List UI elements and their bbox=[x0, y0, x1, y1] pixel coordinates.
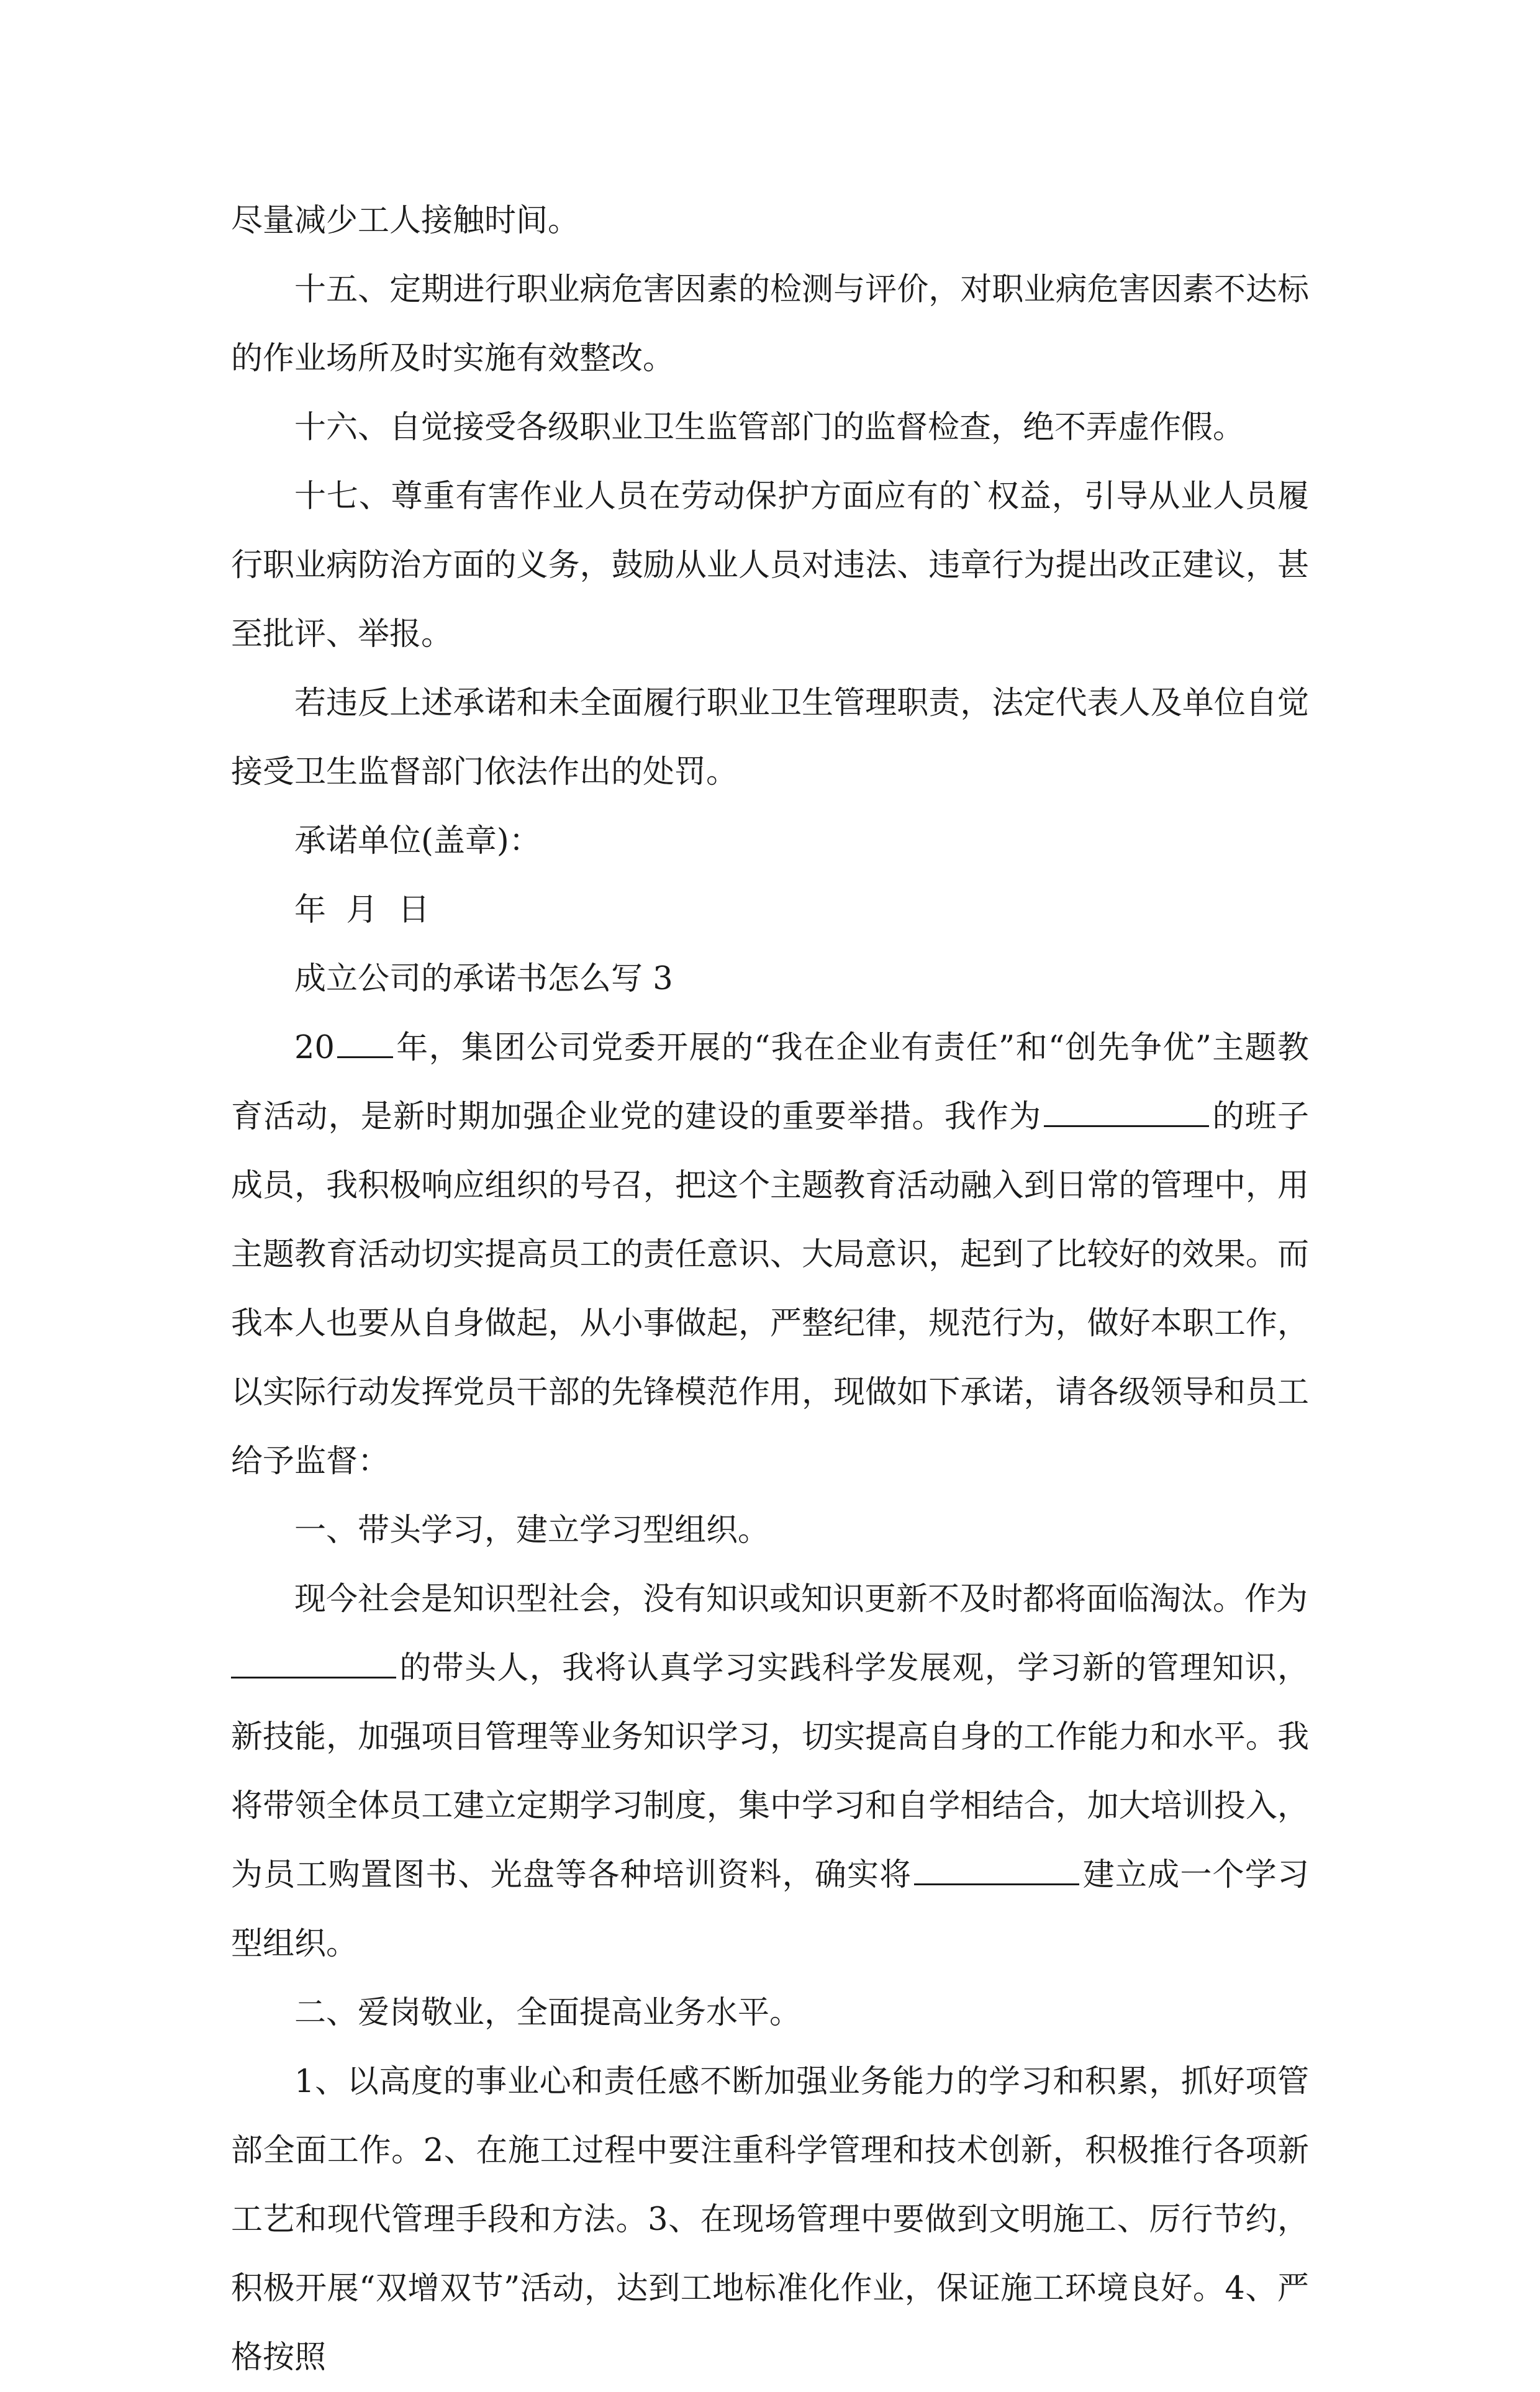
paragraph-penalty-clause: 若违反上述承诺和未全面履行职业卫生管理职责，法定代表人及单位自觉接受卫生监督部门依法作出的处罚。 bbox=[231, 685, 1309, 791]
signature-unit-line: 承诺单位(盖章)： bbox=[294, 823, 541, 859]
section-title: 成立公司的承诺书怎么写 3 bbox=[294, 961, 673, 997]
intro-part-1: 20 bbox=[294, 1030, 335, 1066]
organization-blank-1 bbox=[231, 1648, 396, 1678]
study-part-3: 建立成一个学习型组织。 bbox=[231, 1857, 1309, 1962]
document-body bbox=[231, 186, 1309, 2392]
intro-part-3: 的班子成员，我积极响应组织的号召，把这个主题教育活动融入到日常的管理中，用主题教育活动切实提高员工的责任意识、大局意识，起到了比较好的效果。而我本人也要从自身做起，从小事做起，严整纪律，规范行为，做好本职工作，以实际行动发挥党员干部的先锋模范作用，现做如下承诺，请各级领导和员工给予监督： bbox=[231, 1099, 1309, 1480]
organization-blank-2 bbox=[914, 1855, 1079, 1885]
paragraph-item-17: 十七、尊重有害作业人员在劳动保护方面应有的`权益，引导从业人员履行职业病防治方面的义务，鼓励从业人员对违法、违章行为提出改正建议，甚至批评、举报。 bbox=[231, 478, 1309, 653]
heading-item-2: 二、爱岗敬业，全面提高业务水平。 bbox=[294, 1995, 802, 2031]
study-part-1: 现今社会是知识型社会，没有知识或知识更新不及时都将面临淘汰。作为 bbox=[294, 1581, 1308, 1618]
paragraph-item-16: 十六、自觉接受各级职业卫生监管部门的监督检查，绝不弄虚作假。 bbox=[294, 409, 1245, 446]
paragraph-item-15: 十五、定期进行职业病危害因素的检测与评价，对职业病危害因素不达标的作业场所及时实施有效整改。 bbox=[231, 271, 1309, 377]
team-name-blank bbox=[1044, 1097, 1209, 1127]
paragraph-intro bbox=[231, 1013, 1309, 1496]
paragraph-continuation: 尽量减少工人接触时间。 bbox=[231, 202, 580, 239]
study-part-2: 的带头人，我将认真学习实践科学发展观，学习新的管理知识，新技能，加强项目管理等业务知识学习，切实提高自身的工作能力和水平。我将带领全体员工建立定期学习制度，集中学习和自学相结合，加大培训投入，为员工购置图书、光盘等各种培训资料，确实将 bbox=[231, 1650, 1309, 1893]
paragraph-study bbox=[231, 1565, 1309, 1978]
intro-part-2: 年，集团公司党委开展的“我在企业有责任”和“创先争优”主题教育活动，是新时期加强企业党的建设的重要举措。我作为 bbox=[231, 1030, 1309, 1135]
heading-item-1: 一、带头学习，建立学习型组织。 bbox=[294, 1512, 770, 1549]
year-blank bbox=[337, 1028, 393, 1058]
date-line: 年 月 日 bbox=[294, 892, 430, 928]
paragraph-duties: 1、以高度的事业心和责任感不断加强业务能力的学习和积累，抓好项管部全面工作。2、在施工过程中要注重科学管理和技术创新，积极推行各项新工艺和现代管理手段和方法。3、在现场管理中要做到文明施工、厉行节约，积极开展“双增双节”活动，达到工地标准化作业，保证施工环境良好。4、严格按照 bbox=[231, 2064, 1309, 2376]
